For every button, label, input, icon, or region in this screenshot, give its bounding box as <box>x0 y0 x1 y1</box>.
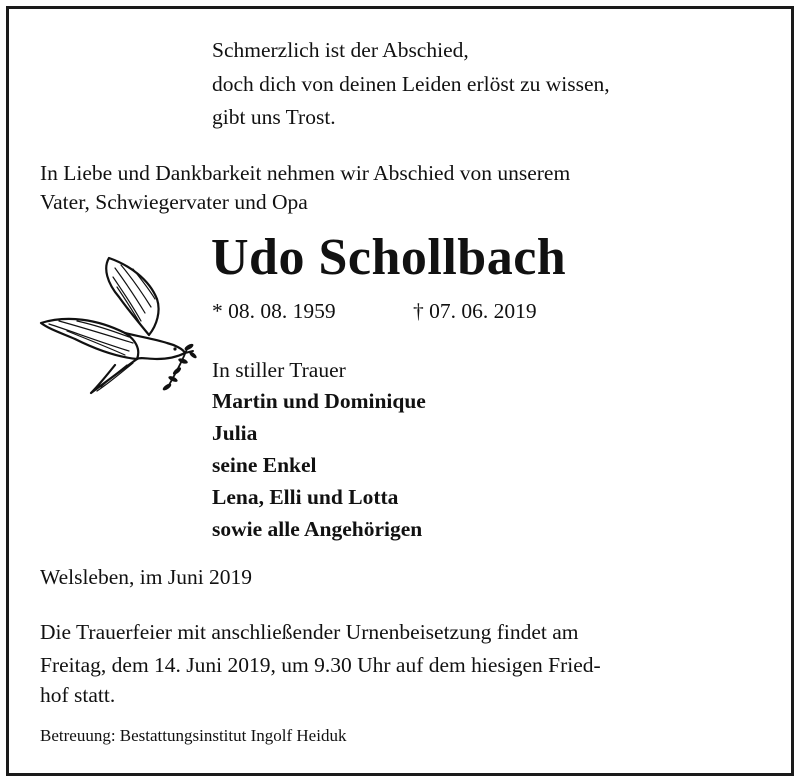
intro-line-2: Vater, Schwiegervater und Opa <box>40 190 308 214</box>
death-date: † 07. 06. 2019 <box>413 299 537 323</box>
mourner-line-2: Julia <box>212 421 258 445</box>
mourner-line-5: sowie alle Angehörigen <box>212 517 423 541</box>
dove-with-olive-branch-icon <box>37 253 217 403</box>
funeral-line-2: Freitag, dem 14. Juni 2019, um 9.30 Uhr auf dem hiesigen Fried- <box>40 653 601 677</box>
birth-date: * 08. 08. 1959 <box>212 299 336 323</box>
verse-line-2: doch dich von deinen Leiden erlöst zu wissen, <box>212 72 610 96</box>
verse-line-1: Schmerzlich ist der Abschied, <box>212 38 469 62</box>
funeral-line-3: hof statt. <box>40 683 116 707</box>
undertaker-credit: Betreuung: Bestattungsinstitut Ingolf Heiduk <box>40 726 347 745</box>
mourner-line-1: Martin und Dominique <box>212 389 426 413</box>
mourners-heading: In stiller Trauer <box>212 358 346 382</box>
funeral-line-1: Die Trauerfeier mit anschließender Urnenbeisetzung findet am <box>40 620 579 644</box>
place-date: Welsleben, im Juni 2019 <box>40 565 253 589</box>
mourner-line-4: Lena, Elli und Lotta <box>212 485 399 509</box>
obituary-notice <box>6 6 794 776</box>
mourner-line-3: seine Enkel <box>212 453 317 477</box>
verse-line-3: gibt uns Trost. <box>212 105 336 129</box>
deceased-name: Udo Schollbach <box>211 229 567 286</box>
intro-line-1: In Liebe und Dankbarkeit nehmen wir Abschied von unserem <box>40 161 571 185</box>
